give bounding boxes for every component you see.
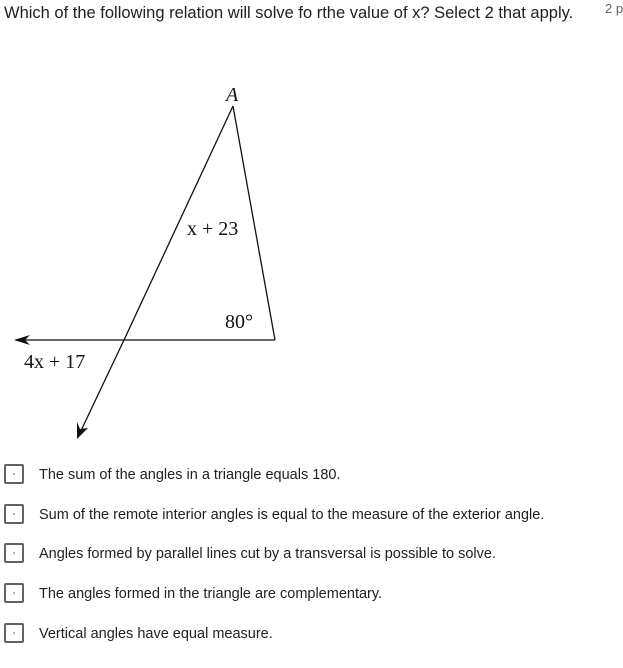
option-5[interactable] <box>0 617 619 651</box>
triangle-figure <box>0 78 619 448</box>
option-3-checkbox[interactable] <box>4 543 24 563</box>
exterior-angle-label: 4x + 17 <box>24 351 86 373</box>
angle-right-label: 80° <box>225 311 253 333</box>
option-4-checkbox[interactable] <box>4 583 24 603</box>
checkbox-dot-icon <box>13 513 15 515</box>
option-1[interactable] <box>0 458 619 492</box>
option-4-label: The angles formed in the triangle are complementary. <box>39 586 383 602</box>
option-5-checkbox[interactable] <box>4 623 24 643</box>
option-2[interactable] <box>0 498 619 532</box>
option-4[interactable] <box>0 577 619 611</box>
option-1-checkbox[interactable] <box>4 464 24 484</box>
checkbox-dot-icon <box>13 552 15 554</box>
option-2-checkbox[interactable] <box>4 504 24 524</box>
checkbox-dot-icon <box>13 592 15 594</box>
option-2-label: Sum of the remote interior angles is equal to the measure of the exterior angle. <box>39 507 545 523</box>
vertex-label: A <box>226 84 239 106</box>
transversal-ray-arrowhead <box>77 422 88 439</box>
checkbox-dot-icon <box>13 473 15 475</box>
option-1-label: The sum of the angles in a triangle equals 180. <box>39 467 341 483</box>
option-3-label: Angles formed by parallel lines cut by a transversal is possible to solve. <box>39 546 496 562</box>
checkbox-dot-icon <box>13 632 15 634</box>
option-3[interactable] <box>0 537 619 571</box>
angle-top-label: x + 23 <box>187 218 239 240</box>
question-text: Which of the following relation will solve fo rthe value of x? Select 2 that apply. <box>4 4 574 22</box>
points-label: 2 p <box>605 1 623 16</box>
triangle-side-right <box>233 106 275 340</box>
option-5-label: Vertical angles have equal measure. <box>39 626 273 642</box>
